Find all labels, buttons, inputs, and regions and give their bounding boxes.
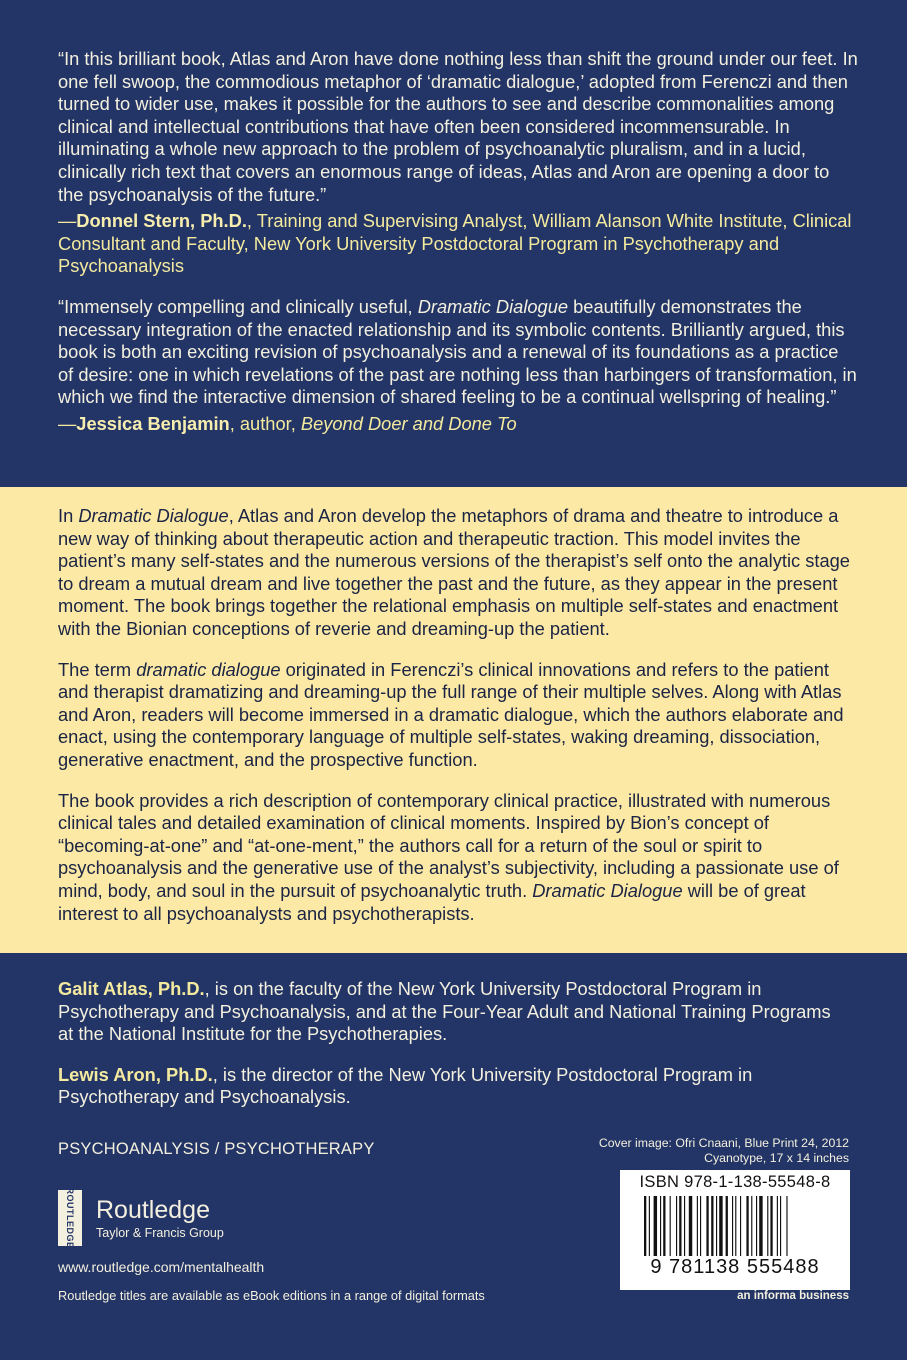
desc-text: The term <box>58 658 137 680</box>
endorser-affiliation: , Training and Supervising Analyst, William Alanson White Institute, Clinical Consultant and Faculty, New York University Postdoctoral Program in Psychotherapy and Psychoanalysis <box>58 210 852 277</box>
isbn-number: ISBN 978-1-138-55548-8 <box>639 1173 831 1191</box>
author-bio-text: , is the director of the New York University Postdoctoral Program in Psychotherapy and Psychoanalysis. <box>58 1063 753 1108</box>
cover-credit-line-2: Cyanotype, 17 x 14 inches <box>704 1151 849 1165</box>
publisher-website[interactable]: www.routledge.com/mentalhealth <box>58 1259 265 1275</box>
author-bios <box>58 978 848 1127</box>
endorsement-quote-2 <box>58 296 858 409</box>
endorser-affiliation: , author, <box>229 412 301 434</box>
desc-text: originated in Ferenczi’s clinical innovations and refers to the patient and therapist dramatizing and dreaming-up the full range of their multiple selves. Along with Atlas and Aron, readers will become immersed in a dramatic dialogue, which the authors elaborate and enact, using the contemporary language of multiple self-states, waking dreaming, dissociation, generative enactment, and the prospective function. <box>58 658 844 770</box>
author-bio-text: , is on the faculty of the New York University Postdoctoral Program in Psychotherapy and Psychoanalysis, and at the Four-Year Adult and National Training Programs at the National Institute for the Psychotherapies. <box>58 978 831 1045</box>
endorser-name: Donnel Stern, Ph.D. <box>76 210 247 232</box>
endorsement-attribution-1 <box>58 210 858 278</box>
endorsements <box>58 48 858 436</box>
cover-credit-line-1: Cover image: Ofri Cnaani, Blue Print 24, 2012 <box>598 1136 849 1150</box>
author-bio-1 <box>58 978 848 1046</box>
desc-text: , Atlas and Aron develop the metaphors of drama and theatre to introduce a new way of thinking about therapeutic action and therapeutic traction. This model invites the patient’s many self-states and the numerous versions of the therapist’s self onto the analytic stage to dream a mutual dream and live together the past and the future, as they appear in the present moment. The book brings together the relational emphasis on multiple self-states and enactment with the Bionian conceptions of reverie and dreaming-up the patient. <box>58 505 850 639</box>
publisher-name: Routledge <box>96 1196 210 1224</box>
endorsement-attribution-2 <box>58 413 858 436</box>
isbn-barcode <box>620 1170 850 1290</box>
desc-text: The book provides a rich description of contemporary clinical practice, illustrated with numerous clinical tales and detailed examination of clinical moments. Inspired by Bion’s concept of “becoming-at-one” and “at-one-ment,” the authors call for a return of the soul or spirit to psychoanalysis and the generative use of the analyst’s subjectivity, including a passionate use of mind, body, and soul in the pursuit of psychoanalytic truth. <box>58 789 839 901</box>
endorser-book: Beyond Doer and Done To <box>300 412 517 434</box>
endorsement-quote-1: “In this brilliant book, Atlas and Aron have done nothing less than shift the ground under our feet. In one fell swoop, the commodious metaphor of ‘dramatic dialogue,’ adopted from Ferenczi and then turned to wider use, makes it possible for the authors to see and describe commonalities among clinical and intellectual contributions that have often been considered incommensurable. In illuminating a whole new approach to the problem of psychoanalytic pluralism, and in a lucid, clinically rich text that covers an enormous range of ideas, Atlas and Aron are opening a door to the psychoanalysis of the future.” <box>58 48 858 205</box>
attribution-dash: — <box>58 210 77 232</box>
author-bio-2 <box>58 1064 848 1109</box>
ebook-note: Routledge titles are available as eBook editions in a range of digital formats <box>58 1288 485 1303</box>
quote-text: beautifully demonstrates the necessary integration of the enacted relationship and its symbolic contents. Brilliantly argued, this book is both an exciting revision of psychoanalysis and a renewal of its foundations as a practice of desire: one in which revelations of the past are nothing less than harbingers of transformation, in which we find the interactive dimension of shared feeling to be a continual wellspring of healing.” <box>58 295 857 408</box>
quote-text: “Immensely compelling and clinically useful, <box>58 295 418 317</box>
desc-book-title: Dramatic Dialogue <box>532 879 683 901</box>
author-name: Galit Atlas, Ph.D. <box>58 978 205 999</box>
publisher-group: Taylor & Francis Group <box>96 1226 224 1240</box>
desc-text: will be of great interest to all psychoanalysts and psychotherapists. <box>58 879 806 924</box>
desc-book-title: Dramatic Dialogue <box>78 505 229 526</box>
author-name: Lewis Aron, Ph.D. <box>58 1063 213 1085</box>
desc-term: dramatic dialogue <box>136 658 281 680</box>
description-paragraph-2 <box>58 659 854 772</box>
description-paragraph-3 <box>58 790 854 926</box>
quote-book-title: Dramatic Dialogue <box>417 295 569 317</box>
cover-image-credit <box>549 1136 849 1166</box>
routledge-logo <box>58 1187 268 1249</box>
description-paragraph-1 <box>58 505 854 641</box>
barcode-digits: 9 781138 555488 <box>620 1256 850 1279</box>
routledge-mark-icon <box>58 1187 82 1249</box>
attribution-dash: — <box>58 412 77 434</box>
informa-tagline: an informa business <box>737 1290 849 1302</box>
book-description-panel <box>0 487 907 953</box>
subject-category: PSYCHOANALYSIS / PSYCHOTHERAPY <box>58 1140 375 1158</box>
endorser-name: Jessica Benjamin <box>76 412 230 434</box>
desc-text: In <box>58 505 79 526</box>
logo-mark-text: ROUTLEDGE <box>65 1187 75 1249</box>
